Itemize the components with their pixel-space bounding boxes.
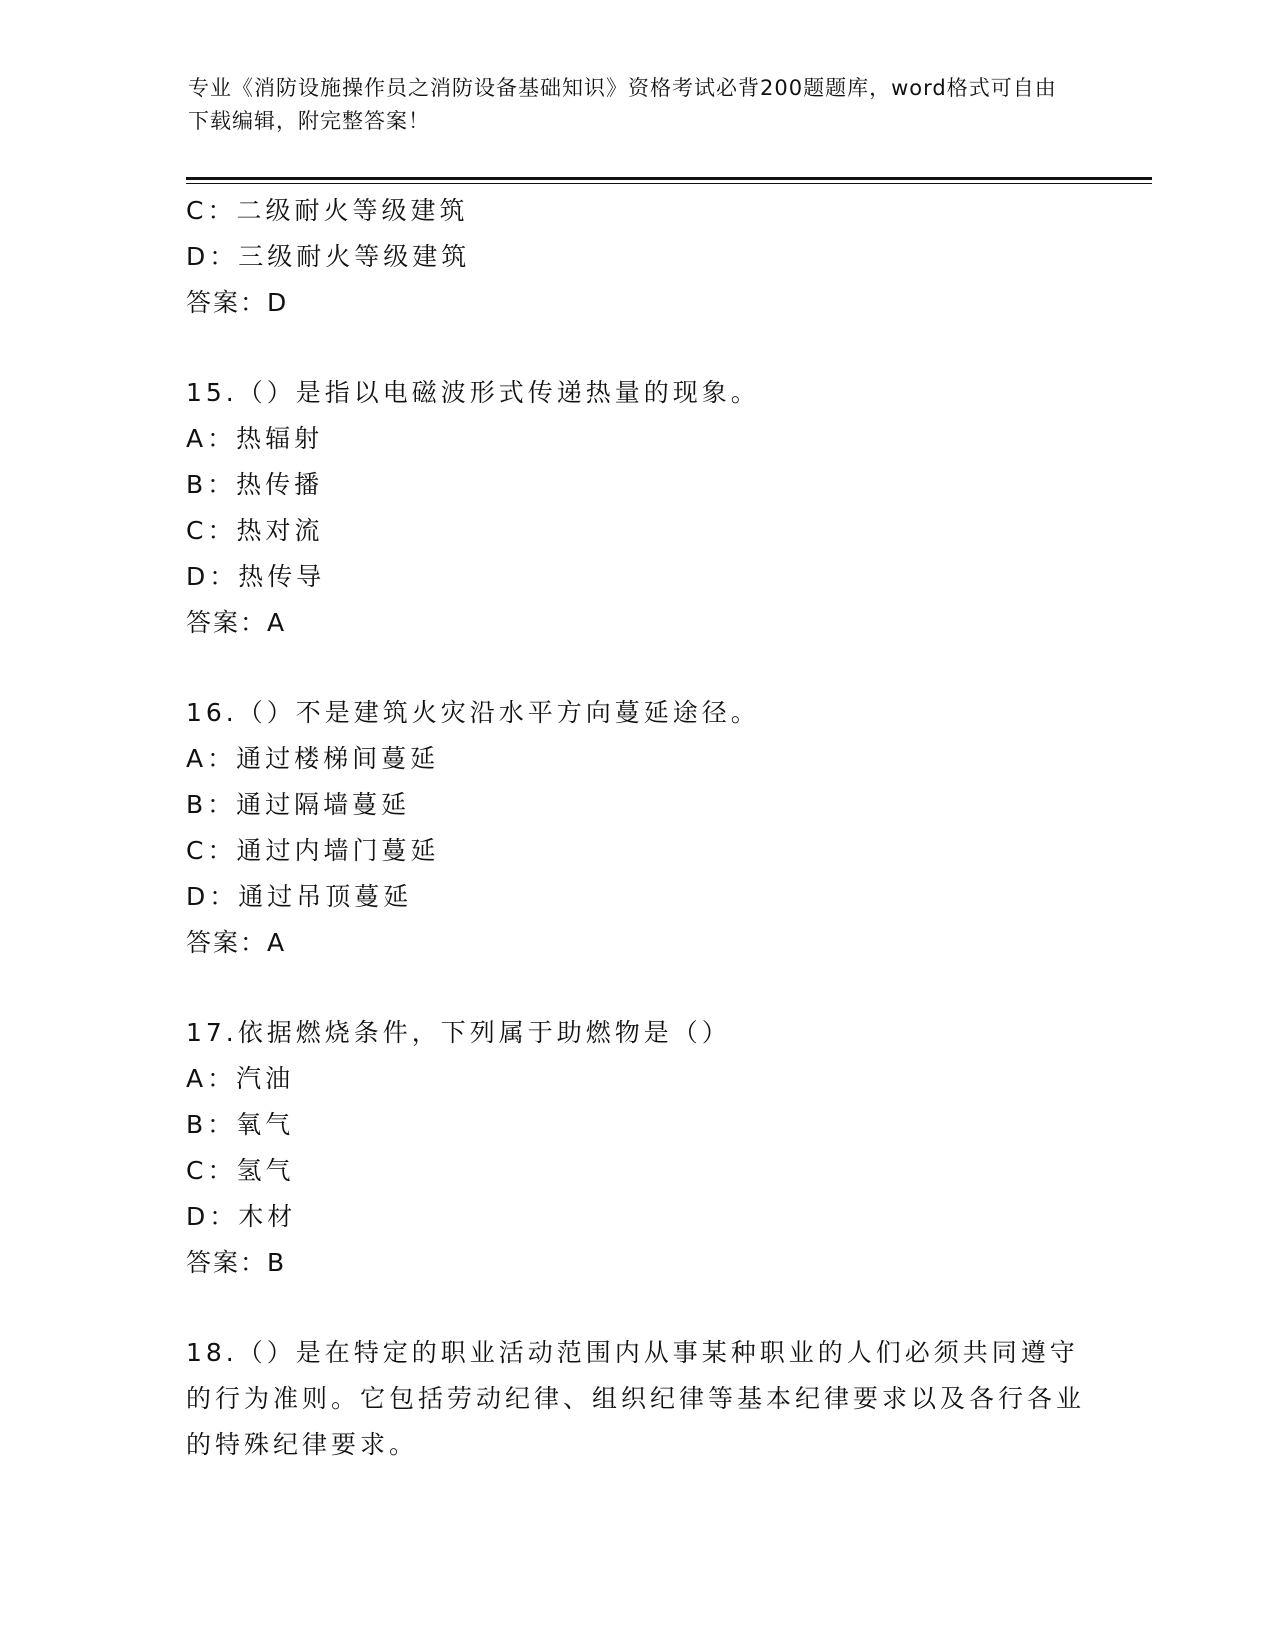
option-b: B：热传播 xyxy=(186,470,324,499)
option-d: D：三级耐火等级建筑 xyxy=(186,242,471,271)
option-c: C：氢气 xyxy=(186,1156,295,1185)
question-15: 15.（）是指以电磁波形式传递热量的现象。 xyxy=(186,378,760,407)
answer-line: 答案：A xyxy=(186,928,287,957)
question-17: 17.依据燃烧条件，下列属于助燃物是（） xyxy=(186,1018,731,1047)
option-c: C：二级耐火等级建筑 xyxy=(186,196,469,225)
option-b: B：氧气 xyxy=(186,1110,295,1139)
option-d: D：木材 xyxy=(186,1202,297,1231)
answer-line: 答案：B xyxy=(186,1248,287,1277)
document-header: 专业《消防设施操作员之消防设备基础知识》资格考试必背200题题库，word格式可自由下载编辑，附完整答案！ xyxy=(188,76,1057,133)
option-c: C：热对流 xyxy=(186,516,324,545)
option-a: A：热辐射 xyxy=(186,424,324,453)
option-d: D：热传导 xyxy=(186,562,326,591)
header-divider-thick xyxy=(186,177,1152,180)
option-a: A：汽油 xyxy=(186,1064,295,1093)
question-16: 16.（）不是建筑火灾沿水平方向蔓延途径。 xyxy=(186,698,760,727)
option-b: B：通过隔墙蔓延 xyxy=(186,790,411,819)
answer-line: 答案：A xyxy=(186,608,287,637)
answer-line: 答案：D xyxy=(186,288,289,317)
document-body xyxy=(186,188,1086,1468)
option-a: A：通过楼梯间蔓延 xyxy=(186,744,440,773)
question-18: 18.（）是在特定的职业活动范围内从事某种职业的人们必须共同遵守的行为准则。它包括劳动纪律、组织纪律等基本纪律要求以及各行各业的特殊纪律要求。 xyxy=(186,1338,1086,1459)
header-divider-thin xyxy=(186,183,1152,184)
option-d: D：通过吊顶蔓延 xyxy=(186,882,413,911)
option-c: C：通过内墙门蔓延 xyxy=(186,836,440,865)
